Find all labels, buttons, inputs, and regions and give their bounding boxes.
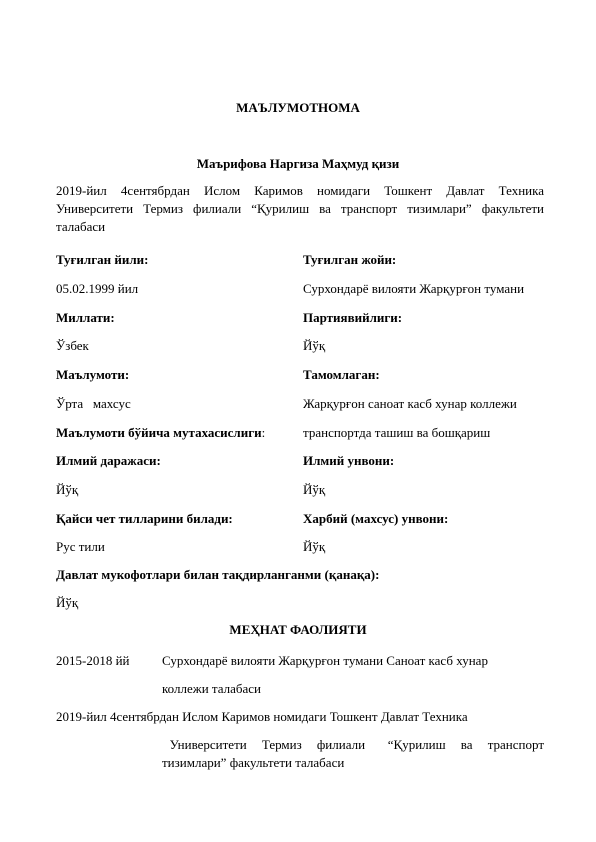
field-label-row — [56, 453, 556, 471]
awards-label: Давлат мукофотлари билан тақдирланганми (қанақа): — [56, 567, 380, 582]
work-entry-description: коллежи талабаси — [162, 681, 262, 696]
work-entry-line: тизимлари” факультети талабаси — [162, 755, 345, 770]
field-label-row — [56, 310, 556, 328]
field-value-row — [56, 539, 556, 557]
field-value-row — [56, 338, 556, 356]
awards-value-row — [56, 595, 556, 613]
military-rank-value: Йўқ — [303, 539, 326, 554]
party-label: Партиявийлиги: — [303, 310, 403, 325]
specialty-label: Маълумоти бўйича мутахасислиги — [56, 425, 262, 440]
graduated-label: Тамомлаган: — [303, 367, 380, 382]
military-rank-label: Харбий (махсус) унвони: — [303, 511, 449, 526]
field-value-row — [56, 396, 556, 414]
academic-degree-value: Йўқ — [56, 482, 79, 497]
document-title: МАЪЛУМОТНОМА — [236, 100, 360, 115]
field-value-row — [56, 281, 556, 299]
intro-line: талабаси — [56, 219, 106, 234]
education-value: Ўрта махсус — [56, 396, 131, 411]
academic-title-value: Йўқ — [303, 482, 326, 497]
work-section-title: МЕҲНАТ ФАОЛИЯТИ — [229, 622, 367, 637]
work-entry-continuation — [162, 736, 544, 772]
birth-place-value: Сурхондарё вилояти Жарқурғон тумани — [303, 281, 525, 296]
nationality-label: Миллати: — [56, 310, 115, 325]
field-label-row — [56, 511, 556, 529]
field-label-row — [56, 367, 556, 385]
work-entry-description: 2019-йил 4сентябрдан Ислом Каримов номидаги Тошкент Давлат Техника — [56, 709, 468, 724]
awards-value: Йўқ — [56, 595, 79, 610]
work-entry-description: Сурхондарё вилояти Жарқурғон тумани Саноат касб хунар — [162, 653, 488, 668]
languages-label: Қайси чет тилларини билади: — [56, 511, 233, 526]
languages-value: Рус тили — [56, 539, 105, 554]
specialty-value: транспортда ташиш ва бошқариш — [303, 425, 491, 440]
field-value-row — [56, 482, 556, 500]
education-label: Маълумоти: — [56, 367, 130, 382]
intro-line: 2019-йил 4сентябрдан Ислом Каримов номидаги Тошкент Давлат Техника — [56, 183, 544, 198]
specialty-label-colon: : — [261, 425, 266, 440]
work-entry-line: Университети Термиз филиали “Қурилиш ва транспорт — [162, 737, 545, 752]
specialty-label-wrap — [56, 425, 265, 441]
birth-place-label: Туғилган жойи: — [303, 252, 397, 267]
graduated-value: Жарқурғон саноат касб хунар коллежи — [303, 396, 517, 411]
academic-degree-label: Илмий даражаси: — [56, 453, 161, 468]
party-value: Йўқ — [303, 338, 326, 353]
field-label-row — [56, 252, 556, 270]
academic-title-label: Илмий унвони: — [303, 453, 395, 468]
field-row-specialty — [56, 425, 556, 443]
person-name: Маърифова Наргиза Маҳмуд қизи — [196, 156, 400, 171]
intro-paragraph — [56, 182, 544, 236]
awards-row — [56, 567, 556, 585]
nationality-value: Ўзбек — [56, 338, 89, 353]
work-entry-year: 2015-2018 йй — [56, 653, 130, 668]
birth-year-label: Туғилган йили: — [56, 252, 149, 267]
intro-line: Университети Термиз филиали “Қурилиш ва транспорт тизимлари” факультети — [56, 201, 544, 216]
birth-year-value: 05.02.1999 йил — [56, 281, 139, 296]
